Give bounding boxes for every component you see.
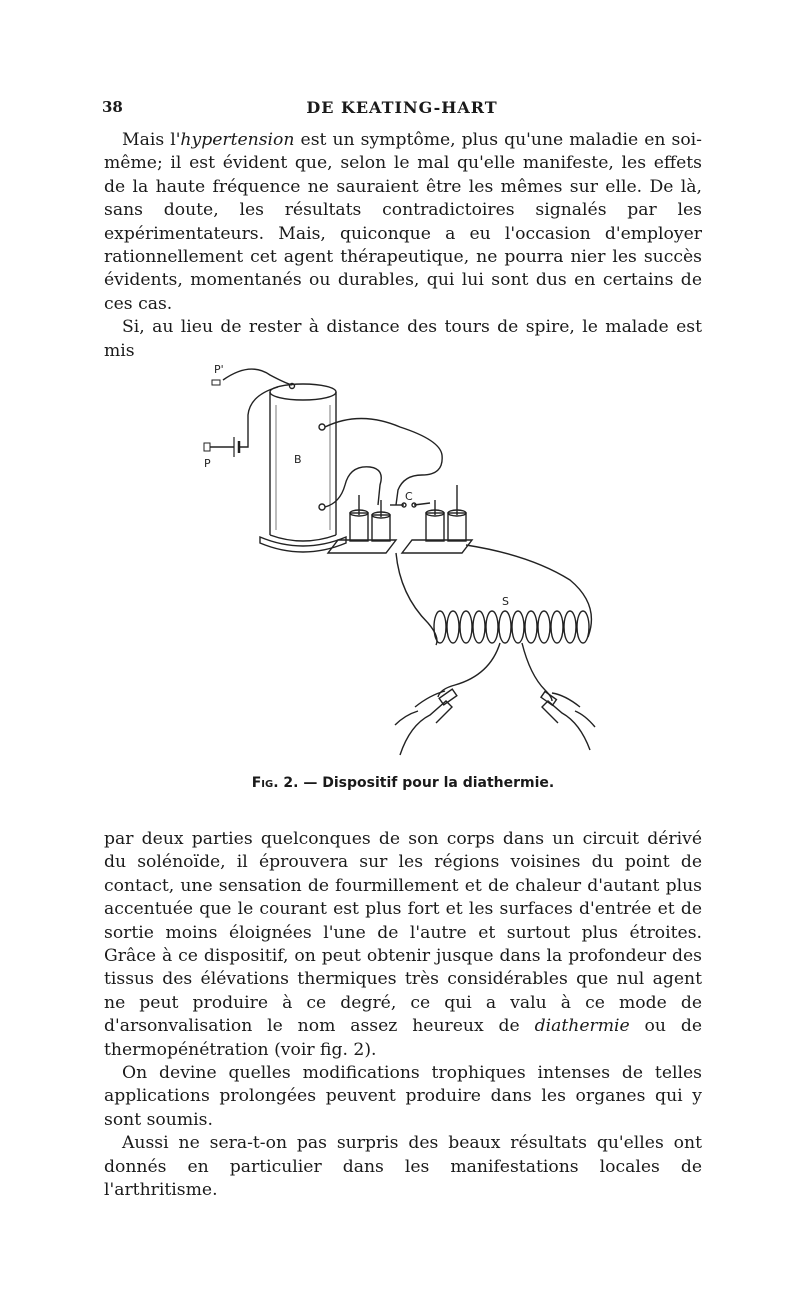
label-p-prime: P' — [214, 363, 224, 376]
paragraph-malade: Si, au lieu de rester à distance des tours de spire, le malade est mis — [104, 317, 702, 361]
figure-number: Fig. 2. — [251, 775, 299, 791]
cylinder-base — [260, 537, 346, 552]
left-hand — [395, 689, 457, 755]
paragraph-modifications: On devine quelles modifications trophiques intenses de telles applications prolongées peuvent produire dans les organes qui y sont soumis. — [104, 1063, 702, 1130]
page-header — [102, 98, 702, 122]
figure-caption — [104, 775, 702, 791]
platform-right — [402, 540, 472, 553]
emphasis-diathermie: diathermie — [534, 1016, 630, 1037]
figure-caption-text: — Dispositif pour la diathermie. — [298, 775, 555, 791]
solenoid-coils — [434, 611, 589, 643]
emphasis-hypertension: hypertension — [180, 130, 295, 150]
cylinder-top — [270, 384, 336, 400]
label-s: S — [502, 595, 509, 608]
label-c: C — [405, 490, 413, 503]
diathermy-apparatus-drawing — [190, 355, 620, 775]
page-number: 38 — [102, 98, 123, 116]
paragraph-resultats: Aussi ne sera-t-on pas surpris des beaux résultats qu'elles ont donnés en particulier dans les manifestations locales de l'arthritisme. — [104, 1133, 702, 1201]
right-hand — [541, 692, 595, 750]
text-block-bottom — [104, 828, 702, 1203]
paragraph-hypertension: Mais l'hypertension est un symptôme, plus qu'une maladie en soi-même; il est évident que, selon le mal qu'elle manifeste, les effets de la haute fréquence ne sauraient être les mêmes sur elle. De là, sans doute, les résultats contradictoires signalés par les expérimentateurs. Mais, quiconque a eu l'occasion d'employer rationnellement cet agent thérapeutique, ne pourra nier les succès évidents, momentanés ou durables, qui lui sont dus en certains de ces cas. — [104, 130, 702, 314]
label-b: B — [294, 453, 302, 466]
paragraph-diathermie: par deux parties quelconques de son corps dans un circuit dérivé du solénoïde, il éprouvera sur les régions voisines du point de contact, une sensation de fourmillement et de chaleur d'autant plus accentuée que le courant est plus fort et les surfaces d'entrée et de sortie moins éloignées l'une de l'autre et surtout plus étroites. Grâce à ce dispositif, on peut obtenir jusque dans la profondeur des tissus des élévations thermiques très considérables que nul agent ne peut produire à ce degré, ce qui a valu à ce mode de d'arsonvalisation le nom assez heureux de diathermie ou de thermopénétration (voir fig. 2). — [104, 829, 702, 1060]
running-title: DE KEATING-HART — [306, 98, 498, 117]
text-block-top — [104, 129, 702, 363]
terminal-p-prime — [212, 380, 220, 385]
terminal-p — [204, 443, 210, 451]
label-p: P — [204, 457, 211, 470]
figure-diathermie — [190, 355, 620, 775]
